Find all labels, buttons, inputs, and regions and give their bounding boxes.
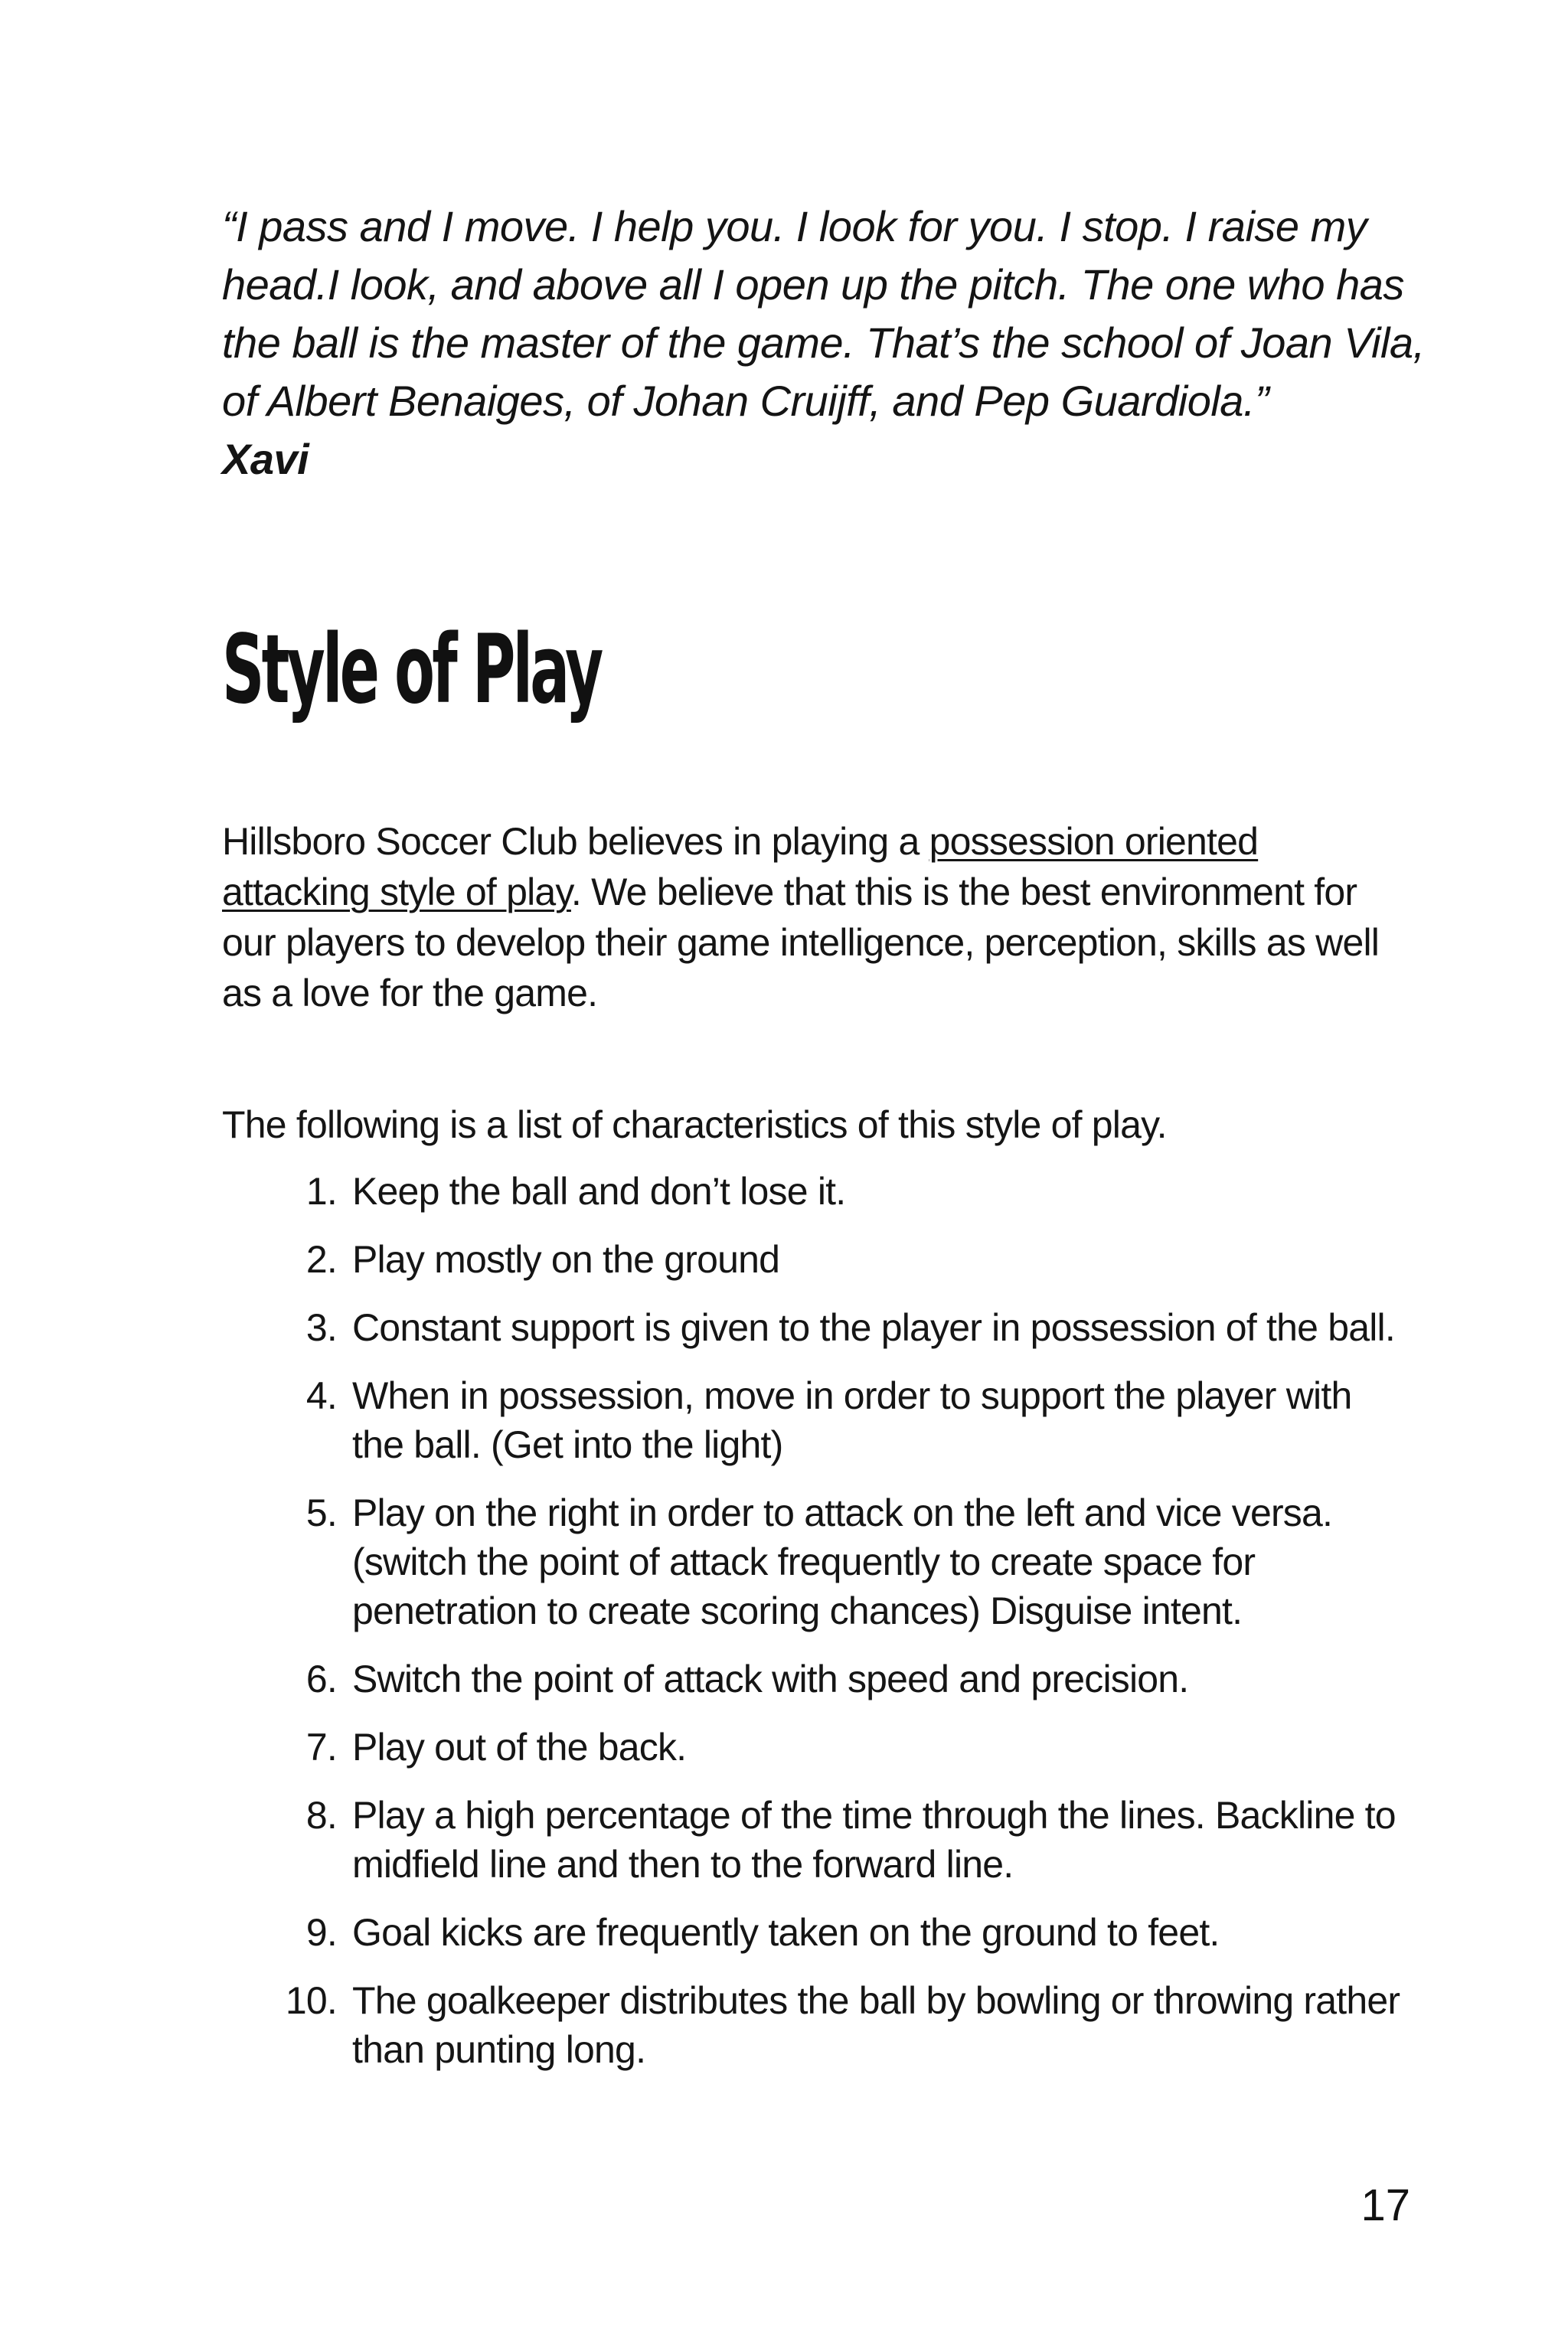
section-heading: Style of Play	[222, 615, 601, 725]
list-item-text: Switch the point of attack with speed and precision.	[352, 1658, 1189, 1700]
list-item-number: 3.	[305, 1306, 337, 1349]
list-item	[276, 1976, 1401, 2074]
list-item	[276, 1235, 1401, 1284]
list-item-number: 5.	[305, 1491, 337, 1534]
list-item-text: The goalkeeper distributes the ball by bowling or throwing rather than punting long.	[352, 1979, 1400, 2071]
intro-paragraph	[222, 816, 1386, 1018]
list-item-text: Play out of the back.	[352, 1726, 687, 1769]
list-item-number: 8.	[305, 1794, 337, 1837]
list-item-text: Goal kicks are frequently taken on the ground to feet.	[352, 1911, 1220, 1954]
list-item-text: Play a high percentage of the time through the lines. Backline to midfield line and then to the forward line.	[352, 1794, 1396, 1886]
epigraph-quote	[222, 198, 1432, 488]
list-item-text: Play mostly on the ground	[352, 1238, 780, 1281]
list-item-text: Constant support is given to the player in possession of the ball.	[352, 1306, 1395, 1349]
list-item	[276, 1908, 1401, 1957]
list-item-text: When in possession, move in order to support the player with the ball. (Get into the light)	[352, 1374, 1352, 1466]
quote-text: “I pass and I move. I help you. I look for you. I stop. I raise my head.I look, and above all I open up the pitch. The one who has the ball is the master of the game. That’s the school of Joan Vila, of Albert Benaiges, of Johan Cruijff, and Pep Guardiola.”	[222, 202, 1425, 425]
characteristics-list	[276, 1167, 1401, 2093]
list-item	[276, 1655, 1401, 1704]
list-item	[276, 1371, 1401, 1469]
list-item-text: Play on the right in order to attack on the left and vice versa. (switch the point of attack frequently to create space for penetration to create scoring chances) Disguise intent.	[352, 1491, 1333, 1632]
list-item	[276, 1723, 1401, 1772]
intro-text-after: . We believe that this is the best environment for our players to develop their game intelligence, perception, skills as well as a love for the game.	[222, 871, 1380, 1014]
list-item-number: 7.	[305, 1726, 337, 1769]
list-item	[276, 1791, 1401, 1889]
list-item	[276, 1488, 1401, 1635]
list-item	[276, 1167, 1401, 1216]
list-item-number: 2.	[305, 1238, 337, 1281]
list-item-number: 9.	[305, 1911, 337, 1954]
list-item-number: 1.	[305, 1170, 337, 1213]
list-intro-text: The following is a list of characteristics of this style of play.	[222, 1103, 1167, 1146]
list-item-number: 10.	[285, 1979, 337, 2022]
intro-text-before: Hillsboro Soccer Club believes in playing a	[222, 820, 929, 863]
quote-author: Xavi	[222, 435, 309, 483]
list-item-number: 6.	[305, 1658, 337, 1700]
list-item-text: Keep the ball and don’t lose it.	[352, 1170, 846, 1213]
list-item	[276, 1303, 1401, 1352]
list-item-number: 4.	[305, 1374, 337, 1417]
intro-underlined-phrase: possession oriented attacking style of play	[222, 820, 1259, 913]
page-number: 17	[1361, 2180, 1410, 2230]
